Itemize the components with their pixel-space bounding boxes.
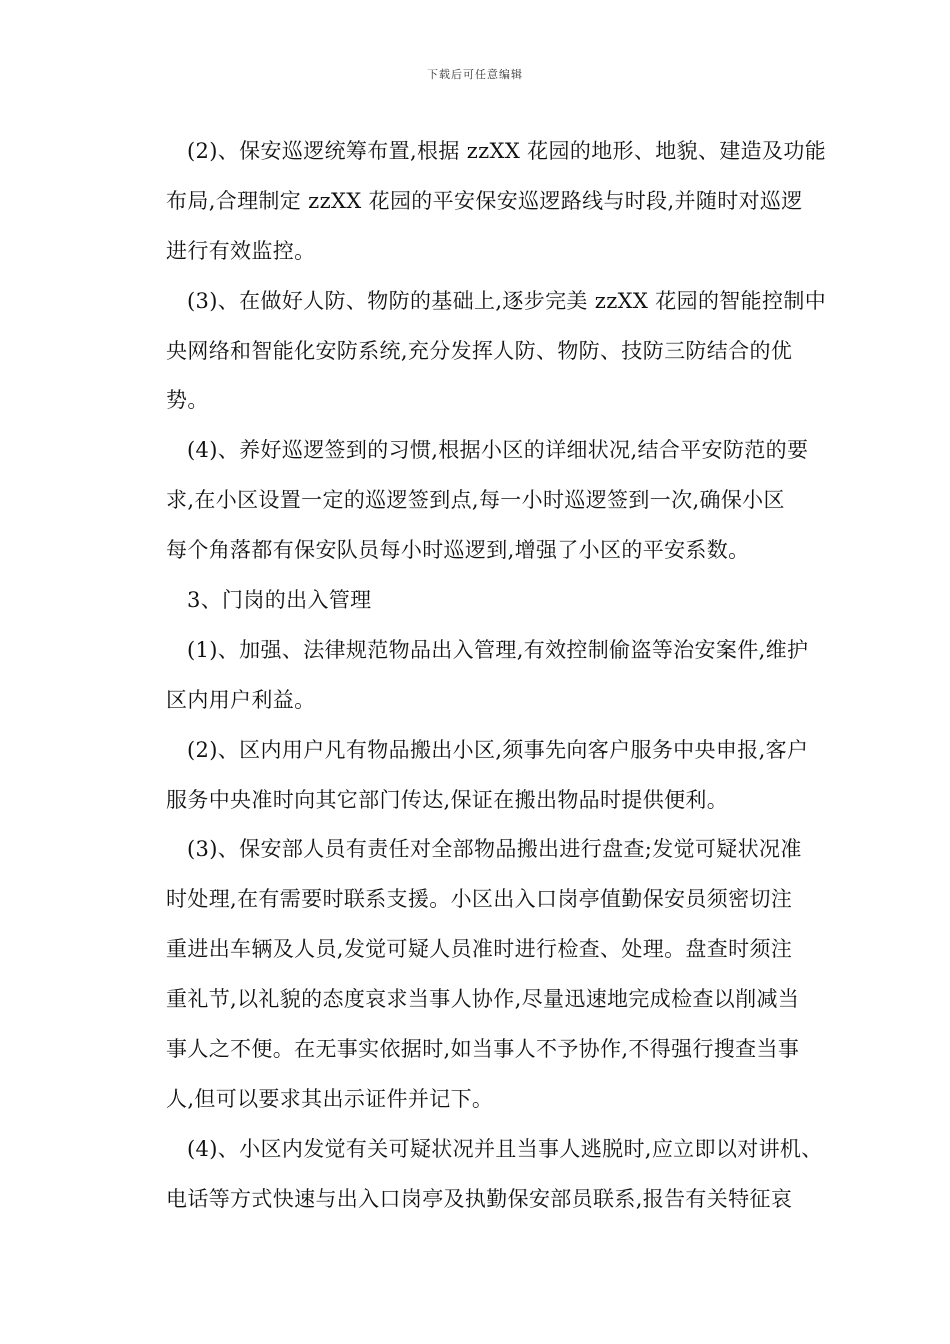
text-line: 求,在小区设置一定的巡逻签到点,每一小时巡逻签到一次,确保小区	[166, 488, 785, 513]
page-header: 下载后可任意编辑	[427, 68, 523, 81]
text-line: 区内用户利益。	[166, 687, 316, 712]
paragraph-patrol-arrangement	[145, 127, 827, 277]
text-line: 服务中央准时向其它部门传达,保证在搬出物品时提供便利。	[166, 787, 729, 812]
text-line: (4)、小区内发觉有关可疑状况并且当事人逃脱时,应立即以对讲机、	[187, 1136, 823, 1161]
paragraph-suspicious-escape	[145, 1125, 823, 1225]
document-body	[145, 127, 827, 1225]
text-line: 每个角落都有保安队员每小时巡逻到,增强了小区的平安系数。	[166, 538, 750, 563]
text-line: 央网络和智能化安防系统,充分发挥人防、物防、技防三防结合的优	[166, 338, 793, 363]
text-line: (1)、加强、法律规范物品出入管理,有效控制偷盗等治安案件,维护	[187, 637, 809, 662]
text-line: (2)、区内用户凡有物品搬出小区,须事先向客户服务中央申报,客户	[187, 737, 809, 762]
text-line: 3、门岗的出入管理	[187, 588, 372, 613]
text-line: (4)、养好巡逻签到的习惯,根据小区的详细状况,结合平安防范的要	[187, 438, 809, 463]
text-line: 重礼节,以礼貌的态度哀求当事人协作,尽量迅速地完成检查以削减当	[166, 987, 800, 1012]
text-line: (2)、保安巡逻统筹布置,根据 zzXX 花园的地形、地貌、建造及功能	[187, 139, 827, 163]
text-line: 布局,合理制定 zzXX 花园的平安保安巡逻路线与时段,并随时对巡逻	[166, 188, 803, 213]
text-line: 电话等方式快速与出入口岗亭及执勤保安部员联系,报告有关特征哀	[166, 1186, 793, 1211]
section-heading-gate-management	[145, 576, 815, 626]
text-line: (3)、在做好人防、物防的基础上,逐步完美 zzXX 花园的智能控制中	[187, 288, 827, 313]
paragraph-goods-control	[145, 626, 815, 726]
text-line: 事人之不便。在无事实依据时,如当事人不予协作,不得强行搜查当事	[166, 1037, 800, 1062]
paragraph-inspection	[145, 825, 815, 1124]
text-line: (3)、保安部人员有责任对全部物品搬出进行盘查;发觉可疑状况准	[187, 837, 802, 862]
text-line: 时处理,在有需要时联系支援。小区出入口岗亭值勤保安员须密切注	[166, 887, 793, 912]
text-line: 进行有效监控。	[166, 238, 316, 263]
text-line: 人,但可以要求其出示证件并记下。	[166, 1086, 494, 1111]
paragraph-smart-security	[145, 277, 827, 427]
paragraph-patrol-signin	[145, 426, 815, 576]
text-line: 重进出车辆及人员,发觉可疑人员准时进行检查、处理。盘查时须注	[166, 937, 793, 962]
text-line: 势。	[166, 388, 209, 413]
paragraph-goods-declaration	[145, 726, 815, 826]
